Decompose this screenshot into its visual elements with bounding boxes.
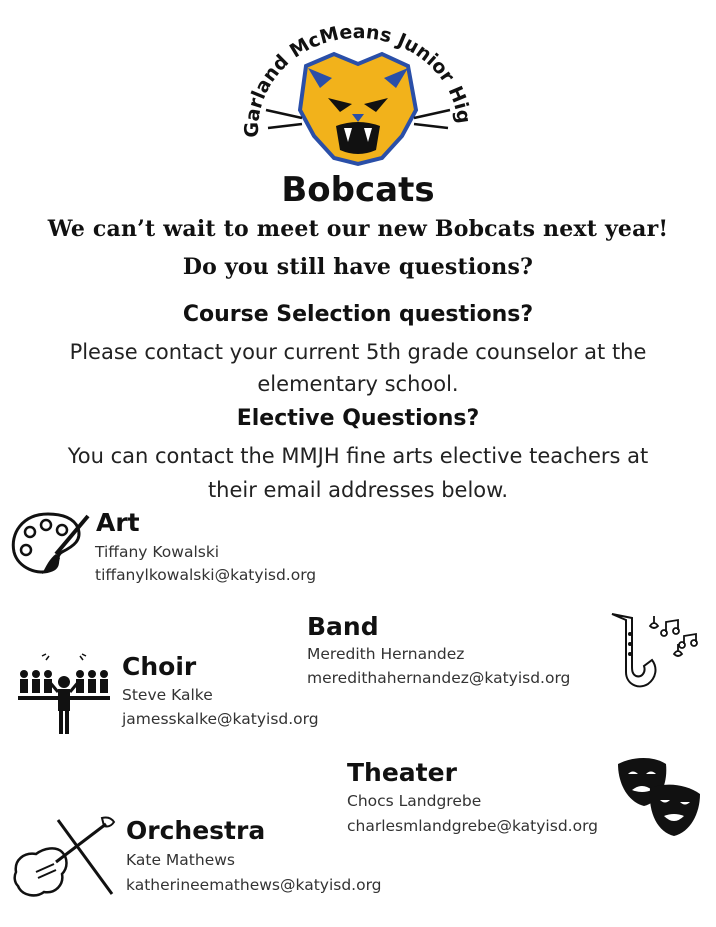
- orchestra-teacher: Kate Mathews: [126, 851, 235, 869]
- course-heading: Course Selection questions?: [182, 302, 534, 327]
- theater-title: Theater: [347, 758, 457, 787]
- art-email[interactable]: tiffanylkowalski@katyisd.org: [95, 566, 317, 584]
- logo-arc-text: Garland McMeans Junior High: [229, 1, 475, 138]
- art-teacher: Tiffany Kowalski: [95, 543, 220, 561]
- headline-questions: Do you still have questions?: [182, 254, 534, 280]
- bobcat-mascot-icon: [266, 54, 450, 164]
- band-email[interactable]: meredithahernandez@katyisd.org: [307, 669, 571, 687]
- choir-conductor-icon: [16, 652, 112, 736]
- saxophone-icon: [604, 610, 708, 694]
- art-title: Art: [96, 508, 140, 537]
- orchestra-email[interactable]: katherineemathews@katyisd.org: [126, 876, 382, 894]
- band-title: Band: [307, 612, 379, 641]
- course-text-line-1: Please contact your current 5th grade counselor at the: [69, 340, 647, 364]
- choir-email[interactable]: jamesskalke@katyisd.org: [122, 710, 319, 728]
- theater-masks-icon: [614, 754, 704, 838]
- theater-email[interactable]: charlesmlandgrebe@katyisd.org: [347, 817, 599, 835]
- orchestra-title: Orchestra: [126, 816, 266, 845]
- headline-welcome: We can’t wait to meet our new Bobcats next year!: [47, 216, 669, 242]
- band-teacher: Meredith Hernandez: [307, 645, 465, 663]
- choir-title: Choir: [122, 652, 197, 681]
- course-text-line-2: elementary school.: [257, 372, 459, 396]
- theater-teacher: Chocs Landgrebe: [347, 792, 482, 810]
- page-title: Bobcats: [281, 170, 435, 210]
- palette-icon: [8, 508, 92, 580]
- elective-text-line-2: their email addresses below.: [207, 478, 509, 502]
- elective-heading: Elective Questions?: [236, 406, 480, 431]
- violin-icon: [10, 812, 120, 902]
- choir-teacher: Steve Kalke: [122, 686, 213, 704]
- school-logo: [229, 1, 480, 170]
- elective-text-line-1: You can contact the MMJH fine arts elective teachers at: [67, 444, 649, 468]
